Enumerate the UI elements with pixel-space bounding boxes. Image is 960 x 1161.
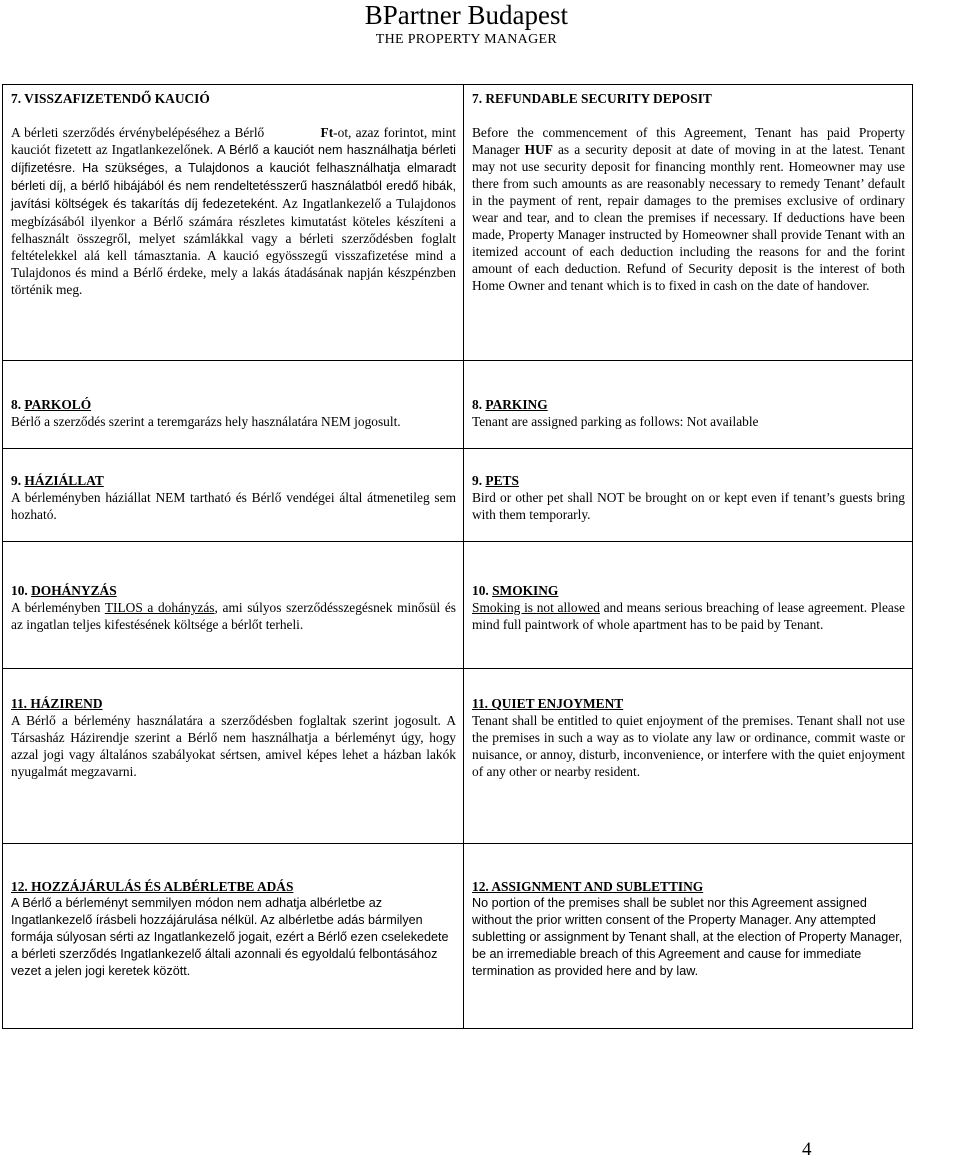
hu-body-9: A bérleményben háziállat NEM tartható és Bérlő vendégei által átmenetileg sem hozható. [11, 490, 456, 522]
hu-heading-7: 7. VISSZAFIZETENDŐ KAUCIÓ [11, 91, 210, 106]
en-cell-8 [464, 361, 913, 449]
company-tagline: THE PROPERTY MANAGER [375, 32, 557, 47]
en-cell-7 [464, 85, 913, 361]
en-body-10: Smoking is not allowed and means serious breaching of lease agreement. Please mind full paintwork of whole apartment has to be paid by Tenant. [472, 600, 906, 632]
section-row-11 [3, 669, 913, 844]
hu-body-11: A Bérlő a bérlemény használatára a szerződésben foglaltak szerint jogosult. A Társasház Házirendje szerint a Bérlő nem használhatja a bérleményt úgy, hogy azzal jogi vagy általános szabályokat sértsen, amivel képes lehet a házban lakók nyugalmát megzavarni. [11, 713, 456, 779]
en-body-7: Before the commencement of this Agreement, Tenant has paid Property Manager HUF as a security deposit at date of moving in at the latest. Tenant may not use security deposit for financing monthly rent. Homeowner may use there from such amounts as are reasonably necessary to remedy Tenant’ default in the payment of rent, repair damages to the premises exclusive of ordinary wear and tear, and to clean the premises if necessary. If deductions have been made, Property Manager instructed by Homeowner shall provide Tenant with an itemized account of each deduction including the reasons for and the forint amount of each deduction. Refund of Security deposit is the interest of both Home Owner and tenant which is to fixed in cash on the date of handover. [472, 125, 905, 293]
section-row-12 [3, 844, 913, 1029]
en-body-9: Bird or other pet shall NOT be brought on or kept even if tenant’s guests bring with them temporarly. [472, 490, 905, 522]
en-heading-12: 12. ASSIGNMENT AND SUBLETTING [472, 879, 704, 894]
hu-body-8: Bérlő a szerződés szerint a teremgarázs hely használatára NEM jogosult. [11, 414, 401, 429]
hu-cell-12 [3, 844, 464, 1029]
hu-cell-7 [3, 85, 464, 361]
section-row-10 [3, 542, 913, 669]
hu-heading-11: 11. HÁZIREND [11, 696, 103, 711]
section-row-9 [3, 449, 913, 542]
letterhead [365, 0, 568, 48]
page-number: 4 [802, 1139, 812, 1160]
en-cell-10 [464, 542, 913, 669]
en-cell-9 [464, 449, 913, 542]
hu-heading-10: 10. DOHÁNYZÁS [11, 583, 117, 598]
en-heading-8: 8. PARKING [472, 397, 548, 412]
hu-heading-9: 9. HÁZIÁLLAT [11, 473, 104, 488]
en-heading-11: 11. QUIET ENJOYMENT [472, 696, 624, 711]
hu-cell-9 [3, 449, 464, 542]
en-body-11: Tenant shall be entitled to quiet enjoyment of the premises. Tenant shall not use the premises in such a way as to violate any law or ordinance, commit waste or nuisance, or annoy, disturb, inconvenience, or interfere with the quiet enjoyment of any other or nearby resident. [472, 713, 905, 779]
hu-heading-8: 8. PARKOLÓ [11, 397, 92, 412]
hu-body-10: A bérleményben TILOS a dohányzás, ami súlyos szerződésszegésnek minősül és az ingatlan teljes kifestésének költsége a bérlőt terheli. [11, 600, 457, 632]
company-name: BPartner Budapest [364, 0, 568, 30]
hu-cell-8 [3, 361, 464, 449]
en-cell-12 [464, 844, 913, 1029]
hu-body-12: A Bérlő a bérleményt semmilyen módon nem adhatja albérletbe az Ingatlankezelő írásbeli hozzájárulása nélkül. Az albérletbe adás bármilyen formája súlyosan sérti az Ingatlankezelő jogait, ezért a Bérlő ezen cselekedete a bérleti szerződés Ingatlankezelő általi azonnali és egyoldalú felbontásához vezet a jelen jogi keretek között. [11, 896, 449, 978]
hu-cell-11 [3, 669, 464, 844]
en-cell-11 [464, 669, 913, 844]
section-row-8 [3, 361, 913, 449]
en-heading-7: 7. REFUNDABLE SECURITY DEPOSIT [472, 91, 712, 106]
en-body-12: No portion of the premises shall be sublet nor this Agreement assigned without the prior written consent of the Property Manager. Any attempted subletting or assignment by Tenant shall, at the election of Property Manager, be an irremediable breach of this Agreement and cause for immediate termination as provided here and by law. [472, 896, 903, 978]
en-heading-10: 10. SMOKING [472, 583, 559, 598]
contract-table [2, 84, 913, 1029]
hu-heading-12: 12. HOZZÁJÁRULÁS ÉS ALBÉRLETBE ADÁS [11, 879, 294, 894]
en-heading-9: 9. PETS [472, 473, 519, 488]
hu-cell-10 [3, 542, 464, 669]
section-row-7 [3, 85, 913, 361]
hu-body-7: A bérleti szerződés érvénybelépéséhez a Bérlő Ft-ot, azaz forintot, mint kauciót fizetett az Ingatlankezelőnek. A Bérlő a kauciót nem használhatja bérleti díjfizetésre. Ha szükséges, a Tulajdonos a kauciót felhasználhatja elmaradt bérleti díj, a bérlő hibájából és nem rendeltetésszerű használatból eredő hibák, javítási költségek és takarítás díj fedezeteként. Az Ingatlankezelő a Tulajdonos megbízásából ilyenkor a Bérlő számára részletes kimutatást köteles készíteni a felhasznált összegről, melyet számlákkal vagy a bérleti szerződésben foglalt feltételekkel alá kell támasztania. A kaució egyösszegű visszafizetése mind a Tulajdonos és mind a Bérlő érdeke, mely a lakás átadásának napján készpénzben történik meg. [11, 125, 457, 297]
en-body-8: Tenant are assigned parking as follows: Not available [472, 414, 759, 429]
